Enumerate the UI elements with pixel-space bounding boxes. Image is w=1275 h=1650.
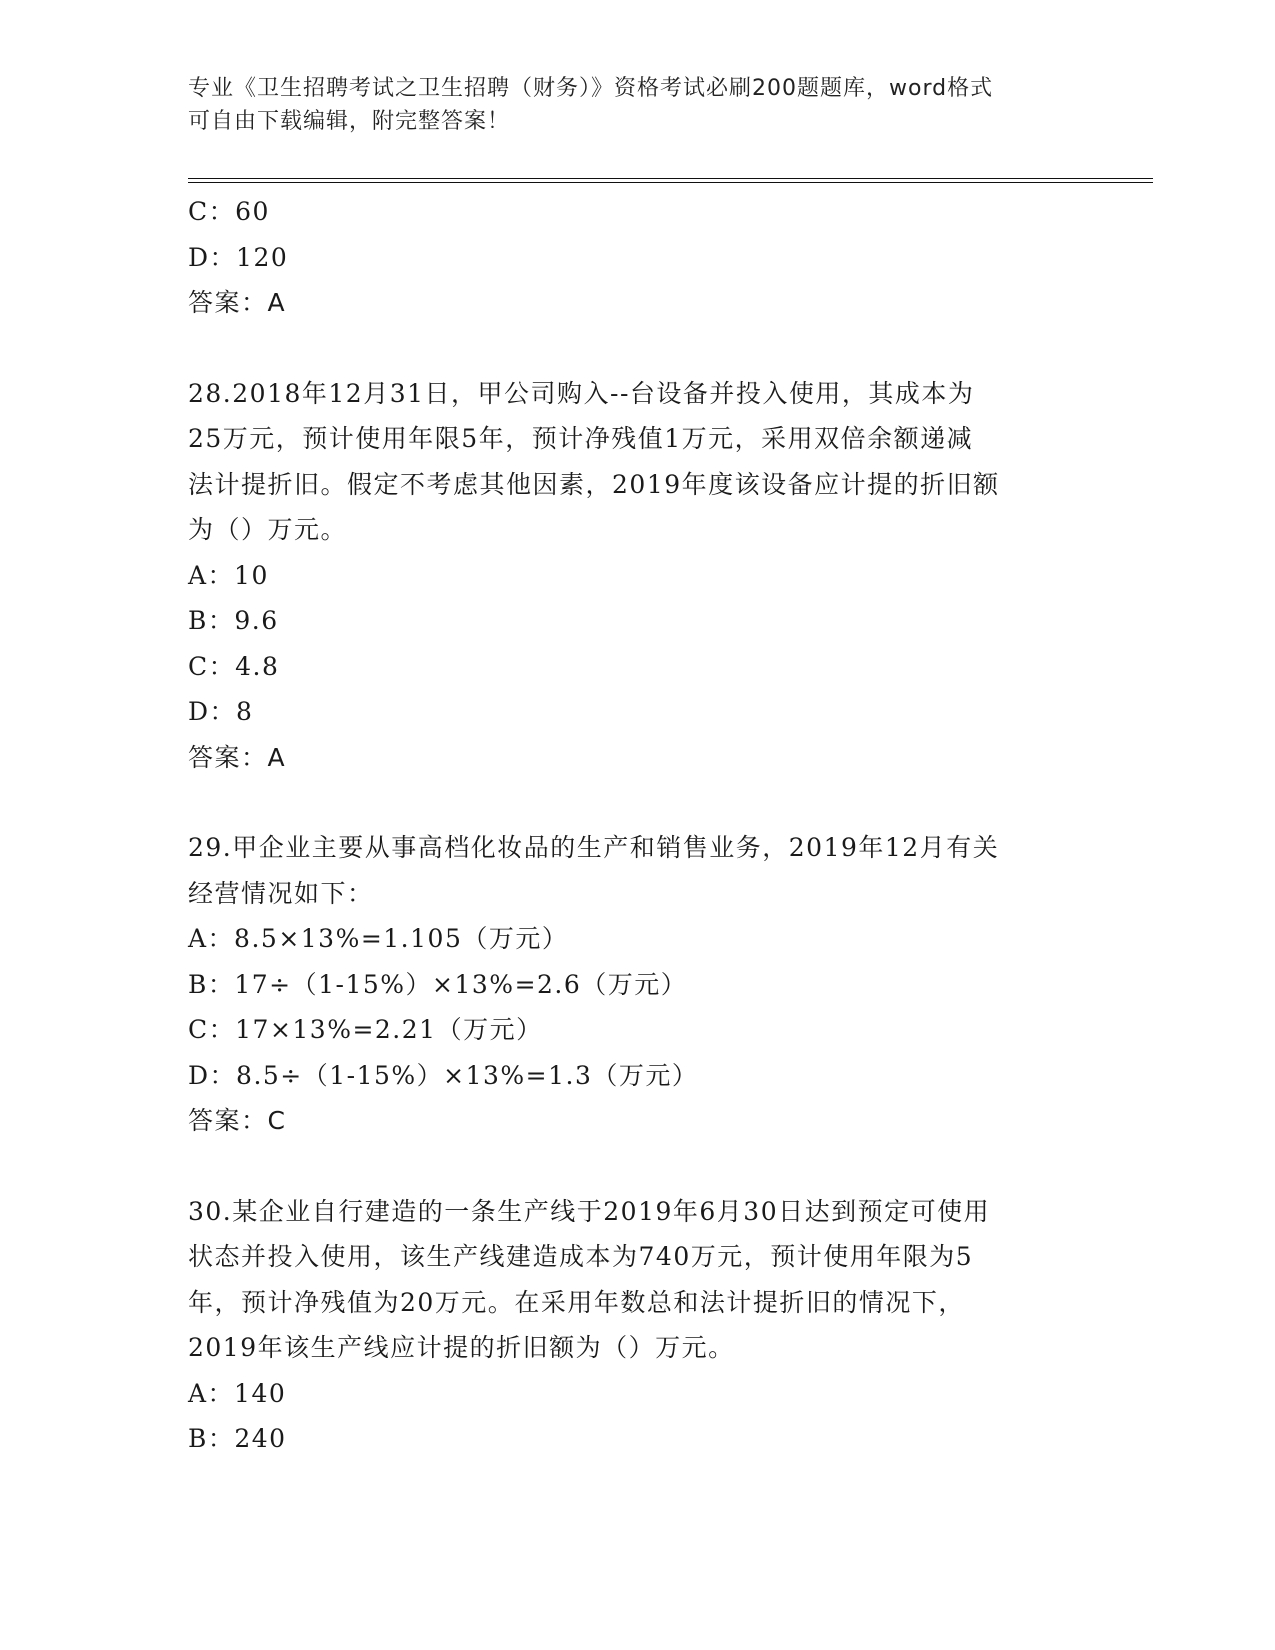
question-list bbox=[188, 189, 1068, 1462]
header-line-1: 专业《卫生招聘考试之卫生招聘（财务）》资格考试必刷200题题库，word格式 bbox=[188, 76, 994, 101]
answer-line: 答案：A bbox=[188, 742, 287, 772]
option-a: A：10 bbox=[188, 560, 269, 590]
question-29 bbox=[188, 825, 1068, 1144]
option-c: C：17×13%=2.21（万元） bbox=[188, 1015, 543, 1044]
option-b: B：240 bbox=[188, 1424, 287, 1453]
answer-line: 答案：C bbox=[188, 1106, 287, 1135]
question-text-line: 25万元，预计使用年限5年，预计净残值1万元，采用双倍余额递减 bbox=[188, 424, 974, 453]
option-b: B：17÷（1-15%）×13%=2.6（万元） bbox=[188, 969, 688, 999]
question-text-line: 29.甲企业主要从事高档化妆品的生产和销售业务，2019年12月有关 bbox=[188, 833, 1000, 862]
question-text-line: 状态并投入使用，该生产线建造成本为740万元，预计使用年限为5 bbox=[188, 1242, 974, 1271]
question-spacer bbox=[188, 326, 1068, 371]
question-28 bbox=[188, 371, 1068, 781]
question-text-line: 年，预计净残值为20万元。在采用年数总和法计提折旧的情况下， bbox=[188, 1287, 965, 1317]
question-27-tail bbox=[188, 189, 1068, 326]
question-spacer bbox=[188, 780, 1068, 825]
question-text-line: 经营情况如下： bbox=[188, 878, 374, 908]
question-text-line: 为（）万元。 bbox=[188, 515, 348, 544]
header-divider bbox=[188, 178, 1153, 183]
option-d: D：8.5÷（1-15%）×13%=1.3（万元） bbox=[188, 1060, 699, 1090]
option-b: B：9.6 bbox=[188, 606, 279, 635]
option-c: C：60 bbox=[188, 197, 270, 226]
question-spacer bbox=[188, 1144, 1068, 1189]
question-text-line: 法计提折旧。假定不考虑其他因素，2019年度该设备应计提的折旧额 bbox=[188, 469, 1000, 499]
document-header bbox=[188, 72, 1068, 138]
option-c: C：4.8 bbox=[188, 651, 280, 681]
question-text-line: 2019年该生产线应计提的折旧额为（）万元。 bbox=[188, 1333, 735, 1362]
answer-line: 答案：A bbox=[188, 288, 287, 317]
question-30 bbox=[188, 1189, 1068, 1462]
option-a: A：140 bbox=[188, 1378, 287, 1408]
option-d: D：8 bbox=[188, 697, 254, 726]
question-text-line: 30.某企业自行建造的一条生产线于2019年6月30日达到预定可使用 bbox=[188, 1196, 991, 1226]
header-line-2: 可自由下载编辑，附完整答案！ bbox=[188, 109, 511, 134]
question-text-line: 28.2018年12月31日，甲公司购入--台设备并投入使用，其成本为 bbox=[188, 378, 975, 408]
option-a: A：8.5×13%=1.105（万元） bbox=[188, 924, 569, 953]
option-d: D：120 bbox=[188, 242, 289, 272]
